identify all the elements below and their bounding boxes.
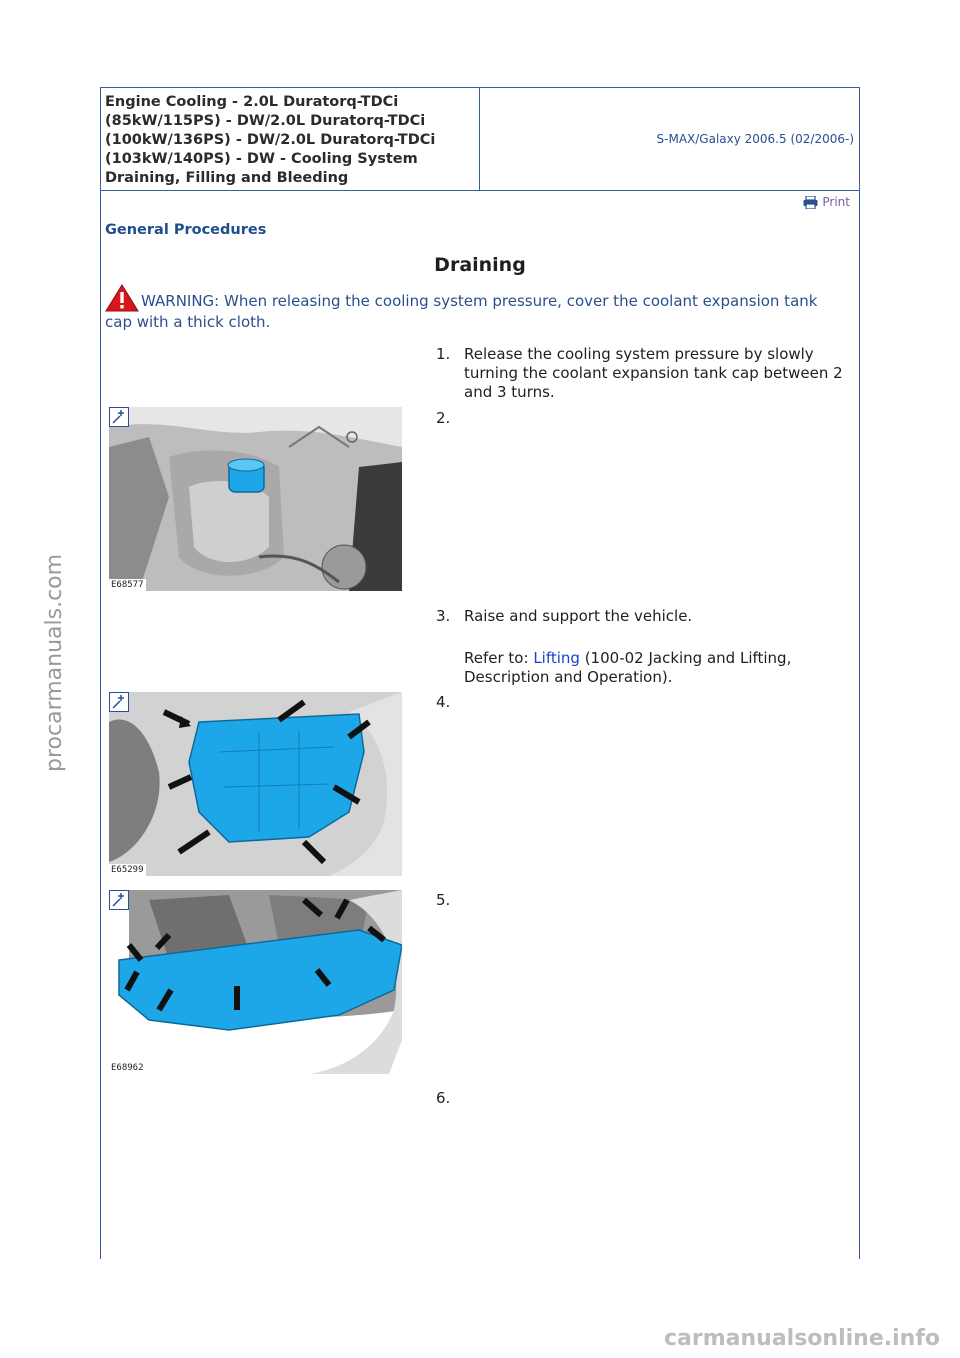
step-text: Raise and support the vehicle. bbox=[464, 607, 693, 625]
side-watermark-text: procarmanuals.com bbox=[42, 553, 67, 772]
side-watermark bbox=[18, 553, 67, 780]
print-label: Print bbox=[822, 195, 850, 209]
step-number: 1. bbox=[436, 345, 451, 363]
figure-coolant-tank bbox=[109, 407, 402, 591]
lifting-link[interactable]: Lifting bbox=[533, 649, 580, 667]
figure-label: E68577 bbox=[111, 580, 144, 590]
document-frame bbox=[100, 87, 860, 1259]
warning-triangle-icon bbox=[105, 284, 139, 312]
figure-label: E68962 bbox=[111, 1063, 144, 1073]
step-number: 2. bbox=[436, 409, 451, 427]
header-divider bbox=[479, 88, 480, 190]
undershield-illustration bbox=[109, 692, 402, 876]
reference-suffix: (100-02 Jacking and Lifting, Description and Operation). bbox=[464, 649, 792, 686]
step-number: 4. bbox=[436, 693, 451, 711]
step-reference bbox=[464, 649, 846, 687]
vehicle-model: S-MAX/Galaxy 2006.5 (02/2006-) bbox=[656, 132, 854, 146]
bottom-watermark: carmanualsonline.info bbox=[664, 1326, 940, 1351]
step-number: 5. bbox=[436, 891, 451, 909]
step-number: 6. bbox=[436, 1089, 451, 1107]
warning-note bbox=[105, 284, 849, 332]
coolant-tank-illustration bbox=[109, 407, 402, 591]
zoom-icon[interactable] bbox=[109, 407, 129, 427]
document-header bbox=[101, 88, 859, 191]
lower-shield-illustration bbox=[109, 890, 402, 1074]
figure-lower-shield bbox=[109, 890, 402, 1074]
reference-prefix: Refer to: bbox=[464, 649, 534, 667]
document-title: Engine Cooling - 2.0L Duratorq-TDCi (85kW/115PS) - DW/2.0L Duratorq-TDCi (100kW/136PS) - DW/2.0L Duratorq-TDCi (103kW/140PS) - DW - Cooling System Draining, Filling and Bleeding bbox=[105, 94, 436, 186]
printer-icon bbox=[803, 196, 818, 209]
zoom-icon[interactable] bbox=[109, 692, 129, 712]
figure-undershield bbox=[109, 692, 402, 876]
section-title: General Procedures bbox=[105, 222, 267, 238]
figure-label: E65299 bbox=[111, 865, 144, 875]
page-heading: Draining bbox=[434, 254, 526, 276]
step-text: Release the cooling system pressure by slowly turning the coolant expansion tank cap between 2 and 3 turns. bbox=[464, 345, 843, 401]
print-button[interactable] bbox=[803, 195, 850, 209]
zoom-icon[interactable] bbox=[109, 890, 129, 910]
warning-text: WARNING: When releasing the cooling system pressure, cover the coolant expansion tank cap with a thick cloth. bbox=[105, 292, 818, 331]
step-number: 3. bbox=[436, 607, 451, 625]
